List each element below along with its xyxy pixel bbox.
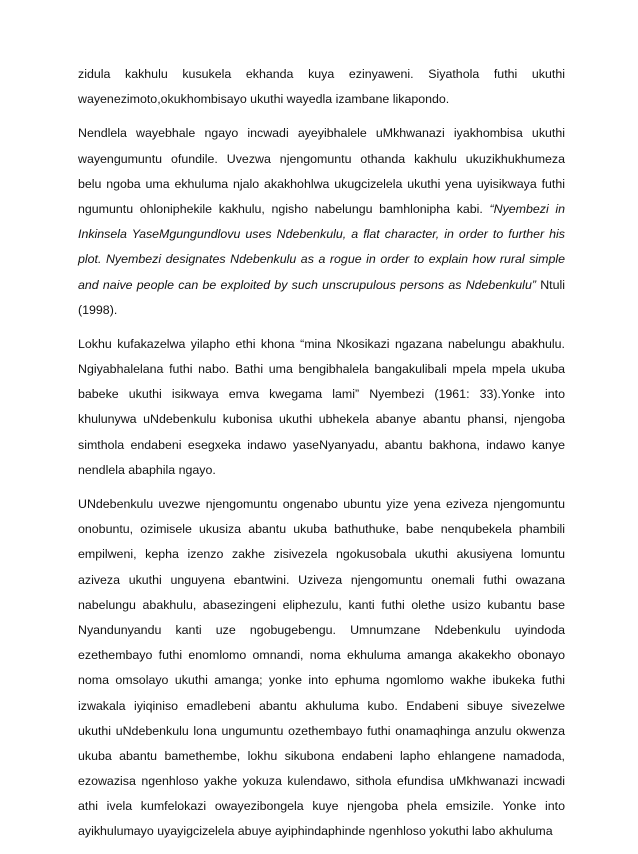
text-line (78, 273, 565, 298)
text-line (78, 618, 565, 643)
body-text: wayengumuntu ofundile. Uvezwa njengomuntu othanda kakhulu ukuzikhukhumeza (78, 151, 565, 166)
body-text: empilweni, kepha izenzo zakhe zisivezela ngokusobala ukuthi akusiyena lomuntu (78, 547, 565, 562)
text-line (78, 62, 565, 87)
text-line (78, 298, 565, 323)
text-line (78, 147, 565, 172)
text-line (78, 668, 565, 693)
body-text: ezethembayo futhi enomlomo omnandi, noma ekhuluma amanga akakekho obonayo (78, 648, 565, 663)
paragraph (78, 492, 565, 845)
text-line (78, 492, 565, 517)
body-text: Ntuli (535, 277, 566, 292)
text-line (78, 247, 565, 272)
text-line (78, 197, 565, 222)
body-text: noma omsolayo ukuthi amanga; yonke into ephuma ngomlomo wakhe ibukeka futhi (78, 673, 565, 688)
body-text: ayikhulumayo uyayigcizelela abuye ayiphindaphinde ngenhloso yokuthi labo akhuluma (78, 824, 553, 839)
quotation-text: “Nyembezi in (489, 201, 565, 216)
text-line (78, 172, 565, 197)
body-text: (1998). (78, 302, 118, 317)
text-line (78, 357, 565, 382)
body-text: wayenezimoto,okukhombisayo ukuthi wayedla izambane likapondo. (78, 92, 450, 107)
body-text: simthola endabeni esegxeka indawo yaseNyanyadu, abantu bakhona, indawo kanye (78, 437, 565, 452)
text-line (78, 694, 565, 719)
body-text: ezowazisa ngenhloso yakhe yokuza kulendawo, sithola efundisa uMkhwanazi incwadi (78, 774, 565, 789)
text-line (78, 121, 565, 146)
text-line (78, 643, 565, 668)
text-line (78, 542, 565, 567)
body-text: zidula kakhulu kusukela ekhanda kuya ezinyaweni. Siyathola futhi ukuthi (78, 67, 565, 81)
text-line (78, 769, 565, 794)
body-text: Lokhu kufakazelwa yilapho ethi khona “mina Nkosikazi ngazana nabelungu abakhulu. (78, 336, 565, 351)
body-text: babeke ukuthi isikwaya emva kwegama lami” Nyembezi (1961: 33).Yonke into (78, 387, 565, 402)
body-text: ngumuntu ohloniphekile kakhulu, ngisho nabelungu bamhloniphа kabi. (78, 201, 490, 216)
paragraph (78, 121, 565, 323)
text-line (78, 222, 565, 247)
text-line (78, 382, 565, 407)
text-line (78, 744, 565, 769)
text-line (78, 517, 565, 542)
body-text: UNdebenkulu uvezwe njengomuntu ongenabo ubuntu yize yena eziveza njengomuntu (78, 497, 565, 511)
text-line (78, 407, 565, 432)
body-text: nabelungu abakhulu, abasezingeni eliphezulu, kanti futhi olethe usizo kubantu base (78, 597, 565, 612)
text-line (78, 719, 565, 744)
quotation-text: Inkinsela YaseMgungundlovu uses Ndebenkulu, a flat character, in order to further his (78, 227, 565, 242)
text-line (78, 458, 565, 483)
quotation-text: and naive people can be exploited by such unscrupulous persons as Ndebenkulu” (78, 277, 536, 292)
body-text: ukuba abantu bamethembe, lokhu sikubona endabeni lapho ehlangene namadoda, (78, 748, 565, 763)
body-text: Nendlela wayebhale ngayo incwadi ayeyibhalele uMkhwanazi iyakhombisa ukuthi (78, 126, 565, 141)
body-text: nendlela abaphila ngayo. (78, 462, 216, 477)
text-line (78, 794, 565, 819)
paragraph (78, 62, 565, 112)
body-text: izwakala iyiqiniso emadlebeni abantu akhuluma kubo. Endabeni sibuye sivezelwe (78, 698, 565, 713)
text-line (78, 433, 565, 458)
body-text: Ngiyabhalelana futhi nabo. Bathi uma bengibhalela bangakulibali mpela mpela ukuba (78, 362, 565, 377)
text-line (78, 568, 565, 593)
paragraph (78, 332, 565, 483)
text-line (78, 87, 565, 112)
body-text: ukuthi uNdebenkulu lona ungumuntu ozethembayo futhi onamaqhinga anzulu okwenza (78, 723, 565, 738)
body-text: khulunywa uNdebenkulu kubonisa ukuthi ubhekela abanye abantu phansi, njengoba (78, 412, 565, 427)
body-text: athi ivela kumfelokazi owayezibongela kuye njengoba phela emsizile. Yonke into (78, 799, 565, 814)
body-text: onobuntu, ozimisele ukusiza abantu ukuba bathuthuke, babe nenqubekela phambili (78, 522, 565, 537)
body-text: Nyandunyandu kanti uze ngobugebengu. Umnumzane Ndebenkulu uyindoda (78, 622, 565, 637)
text-line (78, 332, 565, 357)
body-text: belu ngoba uma ekhuluma njalo akakhohlwa ukugcizelela ukuthi yena uyisikwaya futhi (78, 176, 565, 191)
body-text: aziveza ukuthi unguyena ebantwini. Uziveza njengomuntu onemali futhi owazana (78, 572, 565, 587)
text-line (78, 593, 565, 618)
document-body (78, 62, 565, 854)
quotation-text: plot. Nyembezi designates Ndebenkulu as a rogue in order to explain how rural simple (78, 252, 565, 267)
text-line (78, 819, 565, 844)
